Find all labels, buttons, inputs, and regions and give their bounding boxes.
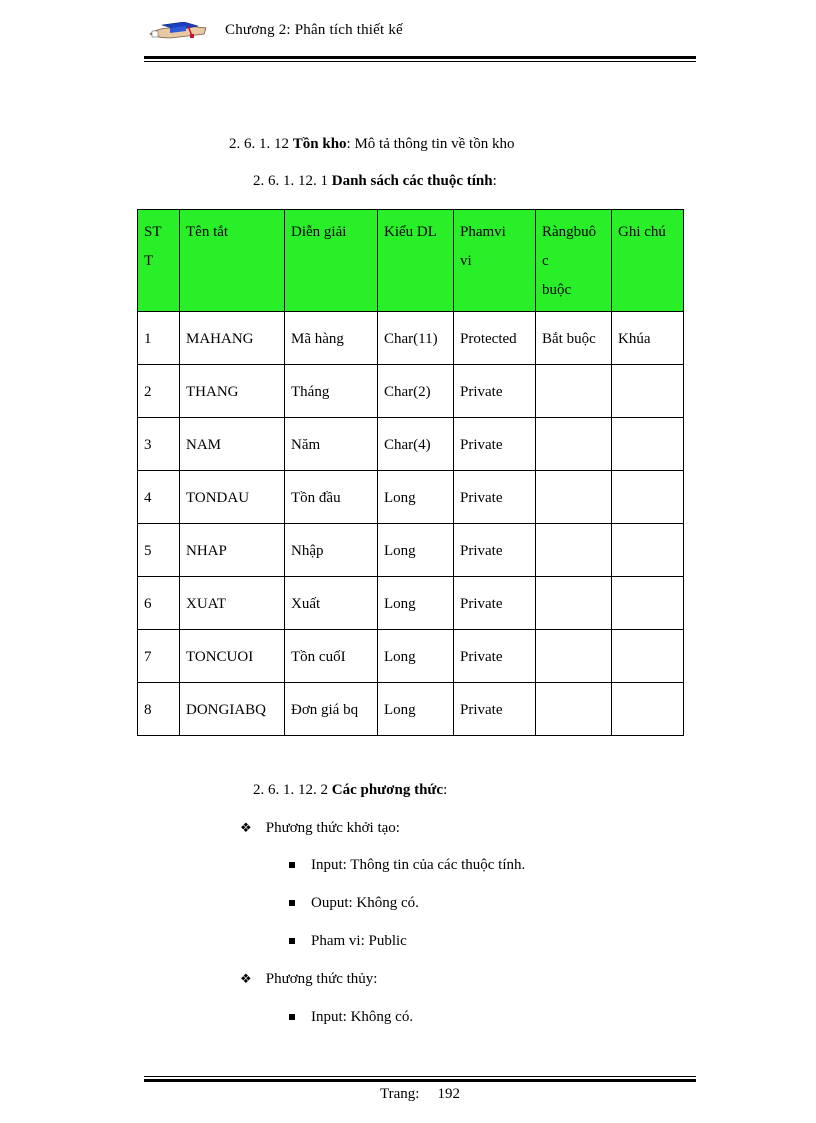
subsection-number: 2. 6. 1. 12. 1 [253, 173, 328, 189]
table-header-row [138, 210, 684, 312]
footer-rule [144, 1076, 696, 1082]
section-number: 2. 6. 1. 12 [229, 136, 289, 152]
table-row [138, 312, 684, 365]
cell-description: Đơn giá bq [285, 683, 378, 736]
cell-short-name: NAM [180, 418, 285, 471]
header-cell-short-name: Tên tắt [180, 210, 285, 312]
table-row [138, 630, 684, 683]
header-rule [144, 56, 696, 62]
cell-description: Tồn đầu [285, 471, 378, 524]
cell-description: Năm [285, 418, 378, 471]
table-row [138, 683, 684, 736]
square-bullet-icon [289, 938, 295, 944]
cell-data-type: Long [378, 683, 454, 736]
cell-scope: Private [454, 471, 536, 524]
header-cell-constraint: Ràngbuô c buộc [536, 210, 612, 312]
cell-constraint [536, 524, 612, 577]
method-output: Ouput: Không có. [311, 895, 419, 911]
cell-note [612, 524, 684, 577]
cell-stt: 2 [138, 365, 180, 418]
cell-constraint [536, 471, 612, 524]
header-cell-note: Ghi chú [612, 210, 684, 312]
table-row [138, 418, 684, 471]
subsection-methods-heading [253, 782, 447, 799]
cell-scope: Private [454, 683, 536, 736]
cell-stt: 3 [138, 418, 180, 471]
method-constructor [240, 820, 400, 837]
table-row [138, 365, 684, 418]
cell-data-type: Char(4) [378, 418, 454, 471]
cell-note [612, 630, 684, 683]
cell-constraint [536, 683, 612, 736]
cell-data-type: Long [378, 524, 454, 577]
table-row [138, 577, 684, 630]
cell-note [612, 365, 684, 418]
cell-short-name: NHAP [180, 524, 285, 577]
square-bullet-icon [289, 862, 295, 868]
diamond-bullet-icon: ❖ [240, 820, 252, 835]
subsection-number: 2. 6. 1. 12. 2 [253, 782, 328, 798]
cell-stt: 4 [138, 471, 180, 524]
cell-description: Mã hàng [285, 312, 378, 365]
page-footer [380, 1086, 460, 1103]
attributes-table [137, 209, 684, 736]
cell-description: Tháng [285, 365, 378, 418]
cell-stt: 8 [138, 683, 180, 736]
cell-note [612, 683, 684, 736]
section-description: : Mô tả thông tin về tồn kho [346, 136, 515, 152]
cell-stt: 6 [138, 577, 180, 630]
header-cell-data-type: Kiểu DL [378, 210, 454, 312]
cell-stt: 1 [138, 312, 180, 365]
cell-scope: Private [454, 365, 536, 418]
cell-short-name: TONDAU [180, 471, 285, 524]
subsection-title: Các phương thức [331, 782, 444, 798]
cell-short-name: XUAT [180, 577, 285, 630]
header-cell-stt: ST T [138, 210, 180, 312]
cell-note: Khúa [612, 312, 684, 365]
cell-scope: Private [454, 577, 536, 630]
table-row [138, 524, 684, 577]
subsection-colon: : [492, 173, 497, 189]
cell-data-type: Char(2) [378, 365, 454, 418]
method-input: Input: Thông tin của các thuộc tính. [311, 857, 526, 873]
header-cell-scope: Phamvi vi [454, 210, 536, 312]
cell-stt: 7 [138, 630, 180, 683]
chapter-title: Chương 2: Phân tích thiết kế [225, 22, 403, 38]
cell-short-name: DONGIABQ [180, 683, 285, 736]
subsection-colon: : [443, 782, 448, 798]
cell-short-name: TONCUOI [180, 630, 285, 683]
cell-constraint [536, 630, 612, 683]
method-label: Phương thức khởi tạo: [265, 820, 400, 836]
method-scope: Pham vi: Public [311, 933, 407, 949]
section-title: Tồn kho [292, 136, 347, 152]
page-header [148, 20, 698, 44]
cell-data-type: Long [378, 471, 454, 524]
cell-constraint [536, 577, 612, 630]
method-destructor [240, 971, 377, 988]
cell-short-name: THANG [180, 365, 285, 418]
diamond-bullet-icon: ❖ [240, 971, 252, 986]
method-input: Input: Không có. [311, 1009, 414, 1025]
cell-data-type: Long [378, 630, 454, 683]
cell-description: Tồn cuốI [285, 630, 378, 683]
cell-short-name: MAHANG [180, 312, 285, 365]
cell-constraint [536, 365, 612, 418]
cell-note [612, 577, 684, 630]
cell-note [612, 471, 684, 524]
page-number: 192 [437, 1086, 460, 1102]
cell-note [612, 418, 684, 471]
cell-scope: Private [454, 418, 536, 471]
cell-scope: Private [454, 630, 536, 683]
subsection-attributes-heading [253, 173, 497, 190]
cell-scope: Private [454, 524, 536, 577]
page-label: Trang: [380, 1086, 420, 1102]
graduation-cap-logo-icon [148, 22, 208, 42]
square-bullet-icon [289, 1014, 295, 1020]
attributes-table-body [138, 210, 684, 736]
cell-data-type: Char(11) [378, 312, 454, 365]
method-label: Phương thức thủy: [265, 971, 378, 987]
table-row [138, 471, 684, 524]
square-bullet-icon [289, 900, 295, 906]
subsection-title: Danh sách các thuộc tính [331, 173, 493, 189]
section-heading [229, 136, 514, 153]
cell-constraint: Bắt buộc [536, 312, 612, 365]
header-cell-description: Diễn giải [285, 210, 378, 312]
cell-scope: Protected [454, 312, 536, 365]
cell-constraint [536, 418, 612, 471]
cell-data-type: Long [378, 577, 454, 630]
cell-stt: 5 [138, 524, 180, 577]
cell-description: Xuất [285, 577, 378, 630]
cell-description: Nhập [285, 524, 378, 577]
